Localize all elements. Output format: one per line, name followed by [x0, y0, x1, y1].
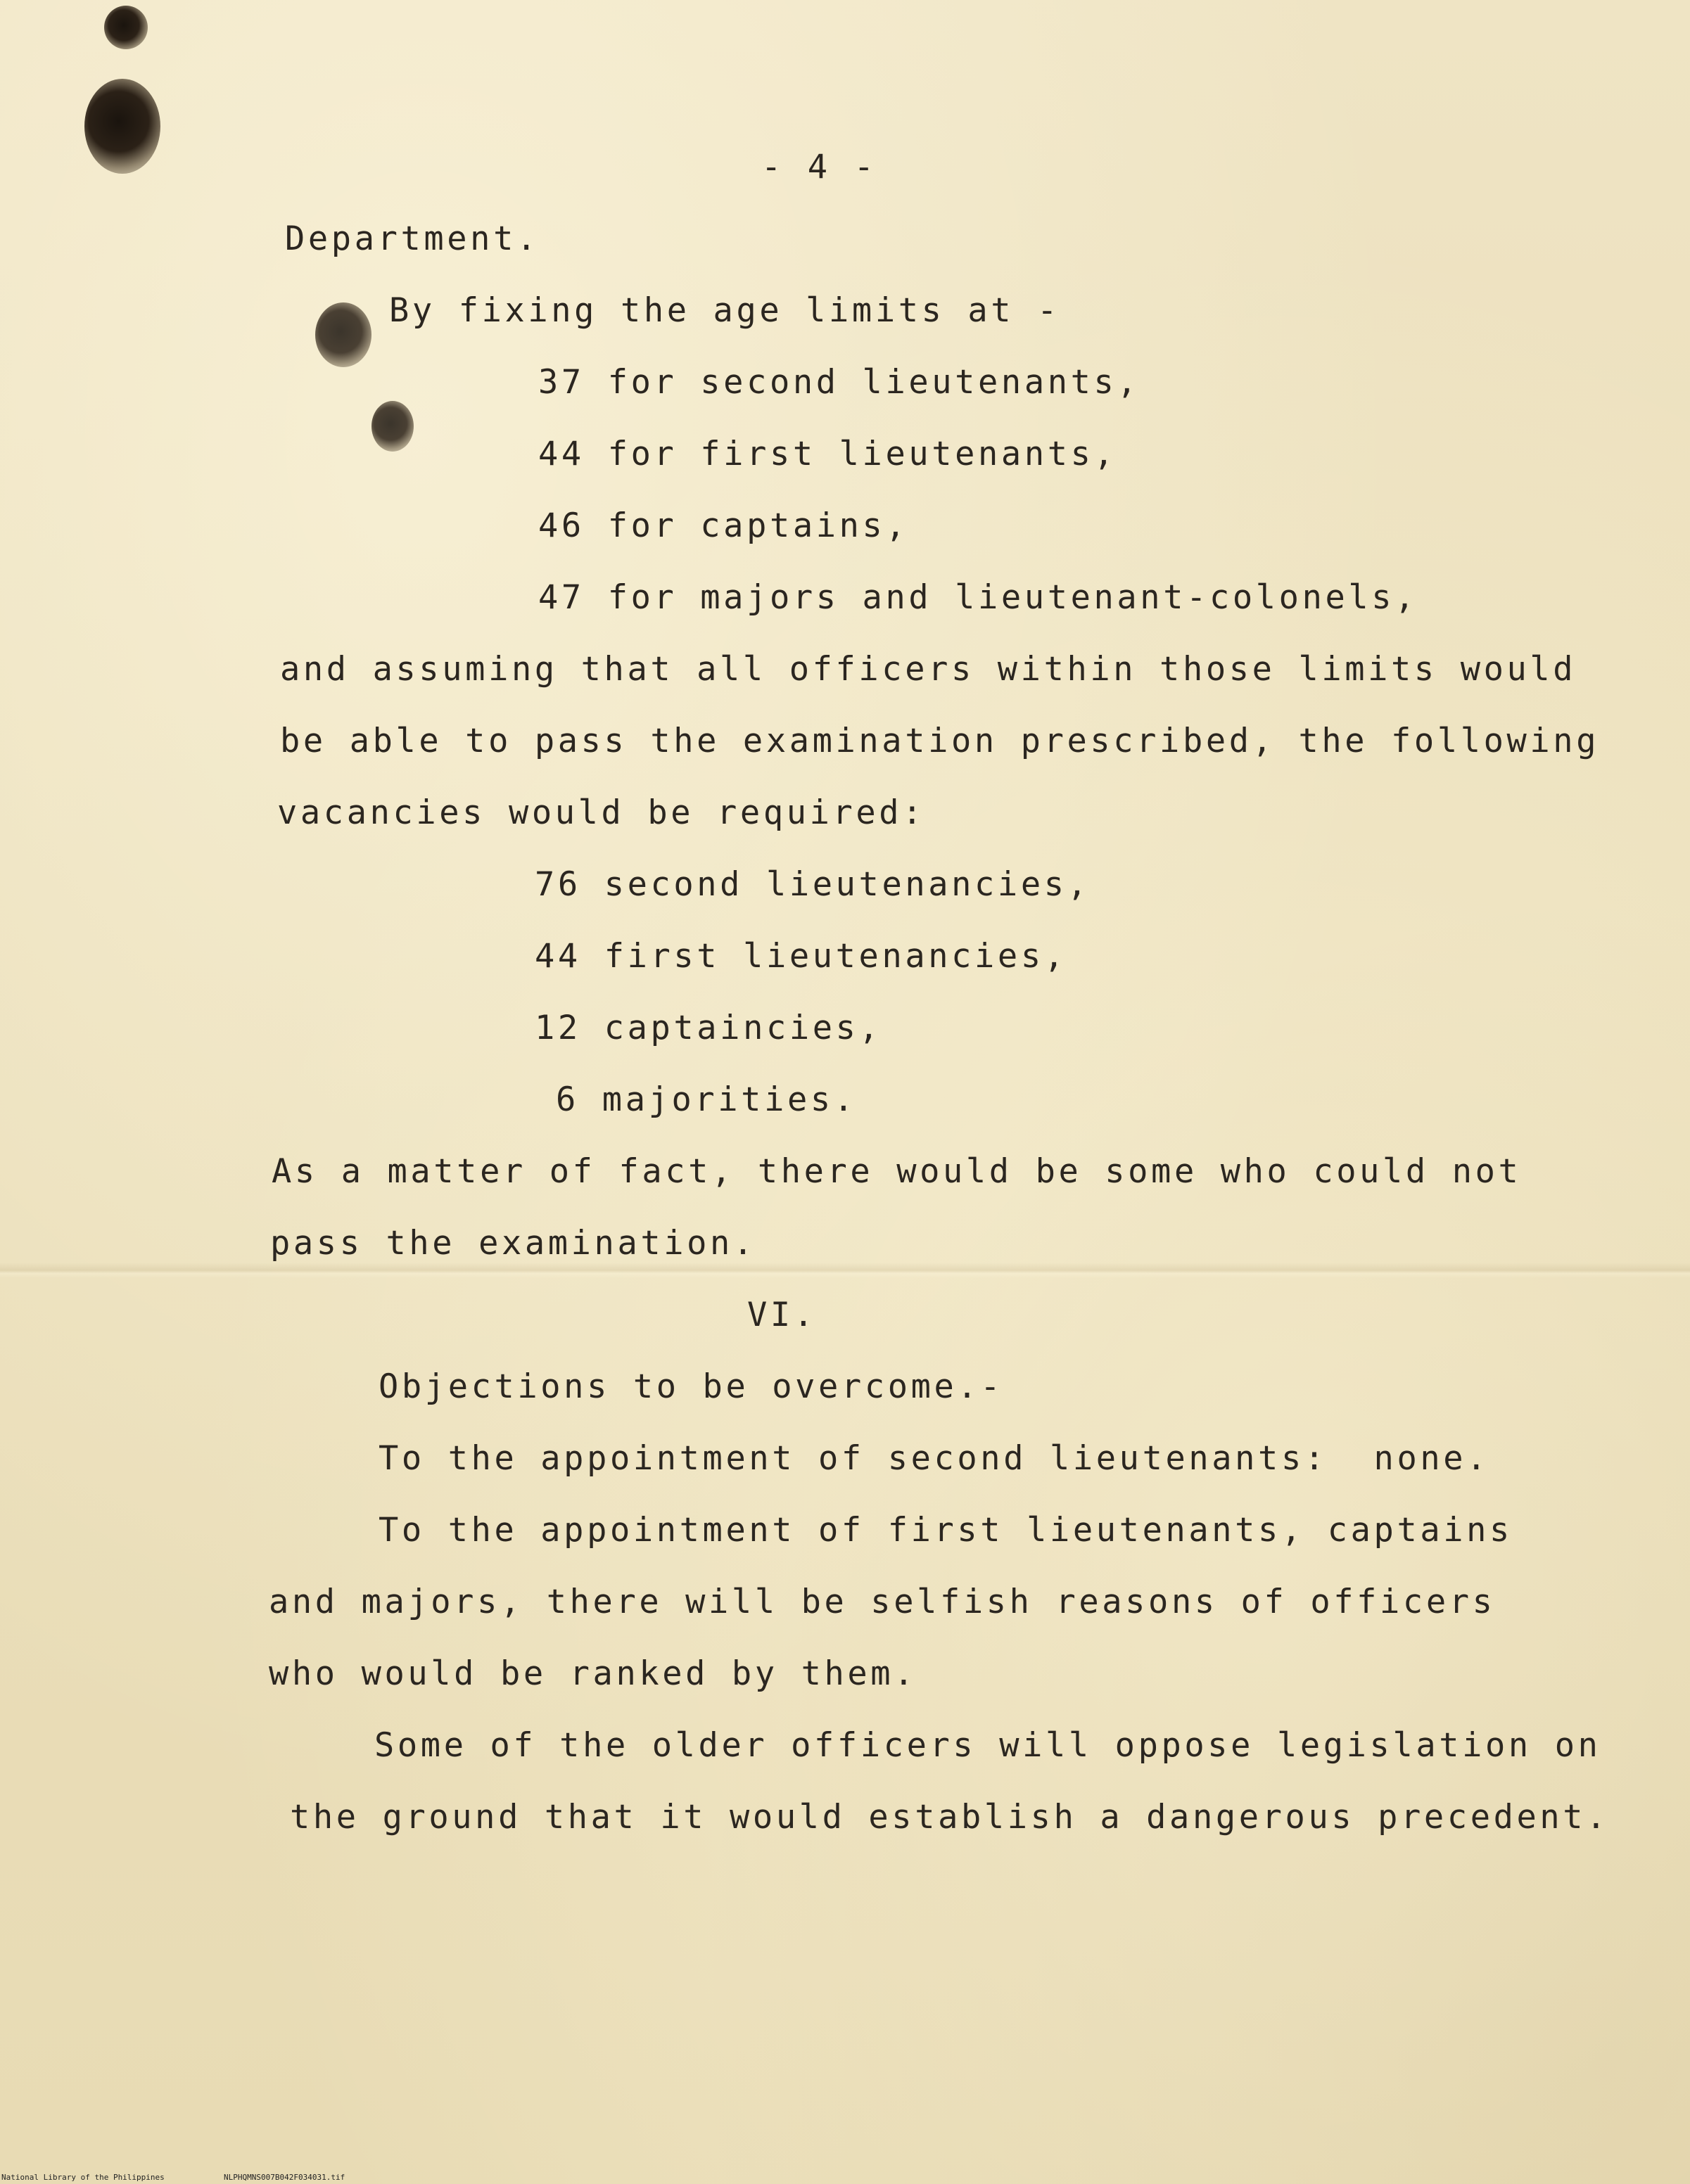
- text-line: 12 captaincies,: [535, 1009, 882, 1047]
- text-line: To the appointment of second lieutenants: none.: [379, 1439, 1490, 1478]
- text-line: Some of the older officers will oppose legislation on: [374, 1726, 1601, 1765]
- text-line: 37 for second lieutenants,: [538, 363, 1141, 402]
- text-line: Objections to be overcome.-: [379, 1367, 1004, 1406]
- text-line: By fixing the age limits at -: [389, 291, 1060, 330]
- ink-blot: [104, 6, 148, 49]
- ink-blot: [371, 401, 414, 452]
- ink-blot: [315, 302, 371, 367]
- text-line: and assuming that all officers within those limits would: [280, 650, 1577, 689]
- text-line: 6 majorities.: [556, 1080, 857, 1119]
- text-line: 44 for first lieutenants,: [538, 435, 1117, 473]
- text-line: 47 for majors and lieutenant-colonels,: [538, 578, 1418, 617]
- text-line: Department.: [285, 219, 540, 258]
- text-line: 76 second lieutenancies,: [535, 865, 1091, 904]
- text-line: pass the examination.: [270, 1224, 756, 1263]
- ink-blot: [84, 79, 160, 174]
- text-line: and majors, there will be selfish reasons of officers: [269, 1583, 1496, 1621]
- text-line: be able to pass the examination prescribed, the following: [280, 722, 1600, 760]
- file-name: NLPHQMNS007B042F034031.tif: [224, 2173, 345, 2182]
- paper-fold-crease: [0, 1263, 1690, 1278]
- section-heading: VI.: [747, 1296, 817, 1334]
- page-number: - 4 -: [761, 148, 877, 186]
- text-line: vacancies would be required:: [277, 793, 926, 832]
- text-line: 44 first lieutenancies,: [535, 937, 1067, 976]
- text-line: To the appointment of first lieutenants, captains: [379, 1511, 1513, 1550]
- archive-credit: National Library of the Philippines: [1, 2173, 165, 2182]
- text-line: the ground that it would establish a dangerous precedent.: [290, 1798, 1610, 1837]
- text-line: who would be ranked by them.: [269, 1654, 917, 1693]
- text-line: As a matter of fact, there would be some who could not: [272, 1152, 1522, 1191]
- text-line: 46 for captains,: [538, 506, 909, 545]
